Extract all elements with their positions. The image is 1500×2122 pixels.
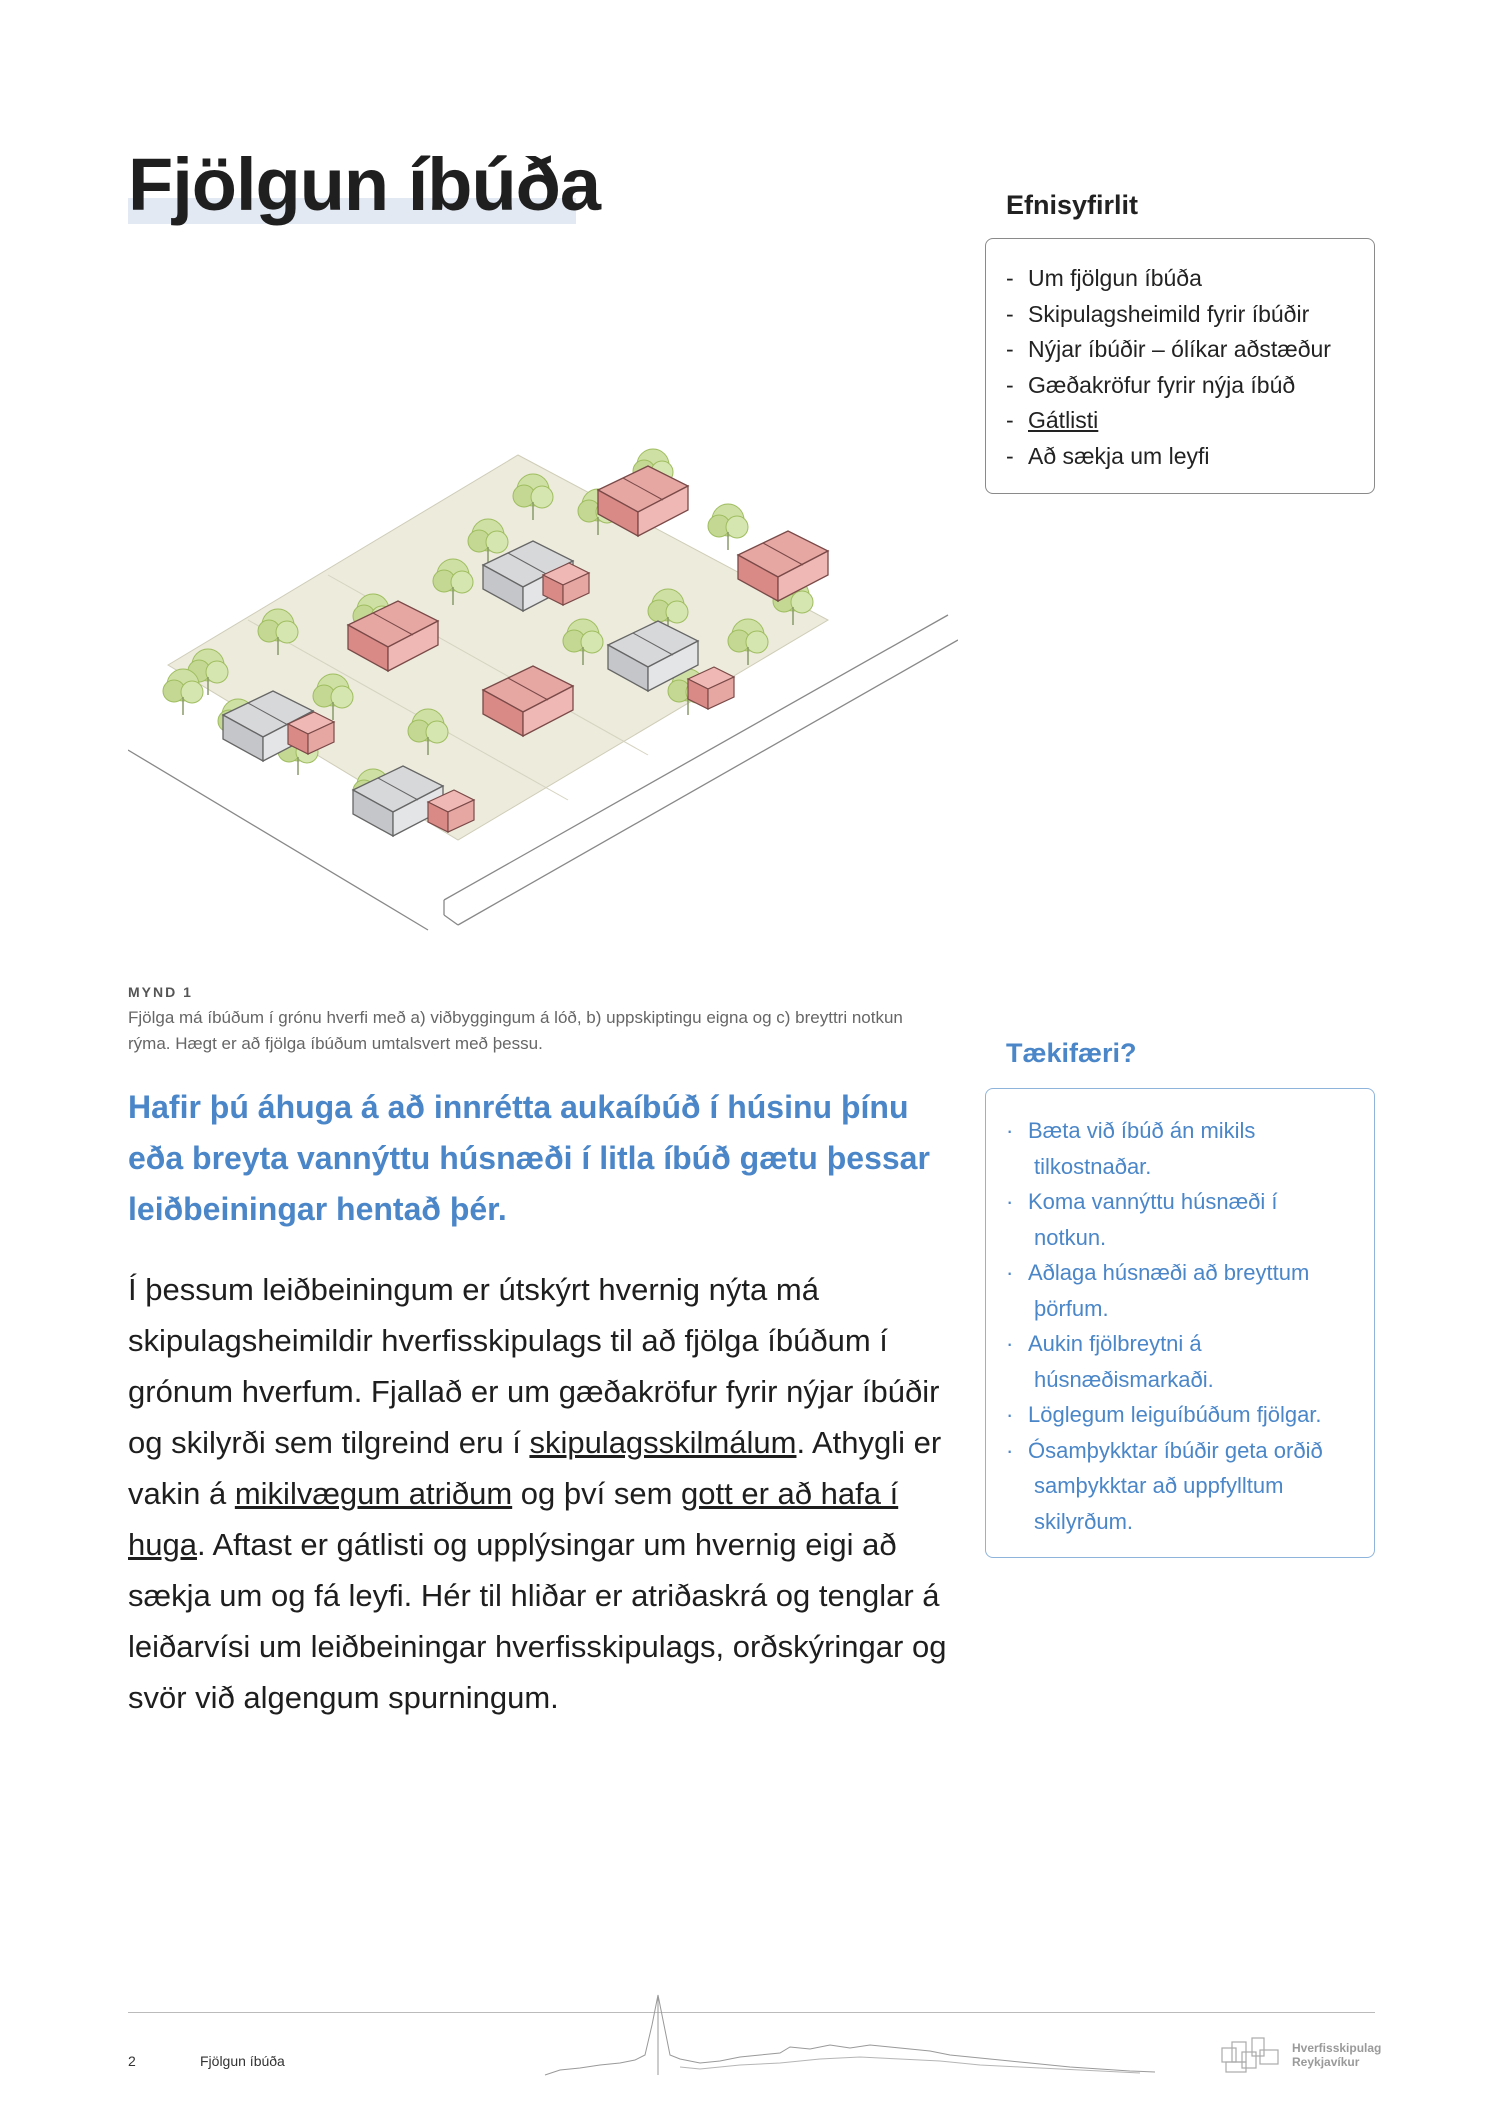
reykjavik-skyline-illustration <box>540 1985 1160 2080</box>
link-mikilvaeg-atridi[interactable]: mikilvægum atriðum <box>234 1476 513 1511</box>
toc-item-skipulagsheimild[interactable]: - Skipulagsheimild fyrir íbúðir <box>1006 300 1310 327</box>
opportunity-item: · Koma vannýttu húsnæði í notkun. <box>1006 1189 1278 1250</box>
lead-paragraph: Hafir þú áhuga á að innrétta aukaíbúð í húsinu þínu eða breyta vannýttu húsnæði í litla íbúð gætu þessar leiðbeiningar hentað þér. <box>128 1089 930 1227</box>
toc-item-saekja-um-leyfi[interactable]: - Að sækja um leyfi <box>1006 442 1210 469</box>
toc-item-gatlisti-link[interactable]: - Gátlisti <box>1006 407 1099 433</box>
body-paragraph: Í þessum leiðbeiningum er útskýrt hvernig nýta má skipulagsheimildir hverfisskipulags til að fjölga íbúðum í grónum hverfum. Fjallað er um gæðakröfur fyrir nýjar íbúðir og skilyrði sem tilgreind eru í skipulagsskilmálum. Athygli er vakin á mikilvægum atriðum og því sem gott er að hafa í huga. Aftast er gátlisti og upplýsingar um hvernig eigi að sækja um og fá leyfi. Hér til hliðar er atriðaskrá og tenglar á leiðarvísi um leiðbeiningar hverfisskipulags, orðskýringar og svör við algengum spurningum. <box>128 1272 947 1715</box>
page-number: 2 <box>128 2053 136 2069</box>
link-skipulagsskilmalar[interactable]: skipulagsskilmálum <box>529 1425 797 1460</box>
page-title: Fjölgun íbúða <box>128 143 601 226</box>
figure-caption: Fjölga má íbúðum í grónu hverfi með a) viðbyggingum á lóð, b) uppskiptingu eigna og c) breyttri notkun rýma. Hægt er að fjölga íbúðum umtalsvert með þessu. <box>128 1008 903 1053</box>
toc-heading: Efnisyfirlit <box>1006 190 1139 220</box>
opportunity-item: · Bæta við íbúð án mikils tilkostnaðar. <box>1006 1118 1256 1179</box>
opportunity-item: · Aukin fjölbreytni á húsnæðismarkaði. <box>1006 1331 1214 1392</box>
opportunity-item: · Ósamþykktar íbúðir geta orðið samþykktar að uppfylltum skilyrðum. <box>1006 1437 1323 1534</box>
toc-item-um-fjolgun[interactable]: - Um fjölgun íbúða <box>1006 265 1202 291</box>
opportunity-item: · Aðlaga húsnæði að breyttum þörfum. <box>1006 1260 1310 1321</box>
opportunities-box <box>985 1088 1375 1558</box>
opportunity-item: · Löglegum leiguíbúðum fjölgar. <box>1006 1402 1322 1427</box>
table-of-contents <box>985 238 1375 494</box>
neighborhood-illustration <box>128 385 958 945</box>
opportunities-heading: Tækifæri? <box>1006 1038 1137 1068</box>
footer-section-title: Fjölgun íbúða <box>200 2053 285 2069</box>
link-gott-ad-hafa-i-huga[interactable]: gott er að hafa í huga <box>128 1476 899 1562</box>
figure-label: MYND 1 <box>128 984 193 1000</box>
toc-item-nyjar-ibudir[interactable]: - Nýjar íbúðir – ólíkar aðstæður <box>1006 336 1331 362</box>
toc-item-gaedakrofur[interactable]: - Gæðakröfur fyrir nýja íbúð <box>1006 371 1296 398</box>
logo-text: Hverfisskipulag Reykjavíkur <box>1292 2041 1382 2069</box>
